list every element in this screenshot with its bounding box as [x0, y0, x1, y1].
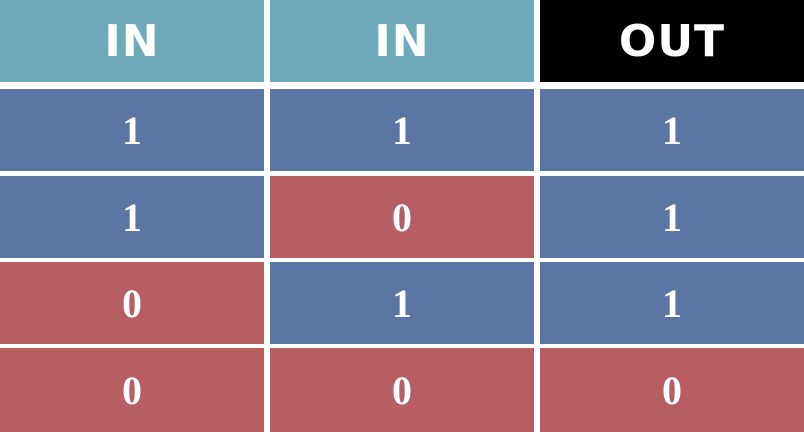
table-cell: 1	[540, 176, 804, 258]
table-cell: 0	[0, 348, 264, 432]
table-cell: 1	[270, 262, 534, 344]
table-cell: 1	[540, 89, 804, 171]
table-cell: 0	[270, 348, 534, 432]
header-cell-input-b: IN	[270, 0, 534, 82]
table-cell: 0	[0, 262, 264, 344]
table-cell: 0	[270, 176, 534, 258]
header-cell-output: OUT	[540, 0, 804, 82]
table-cell: 0	[540, 348, 804, 432]
header-cell-input-a: IN	[0, 0, 264, 82]
table-cell: 1	[0, 176, 264, 258]
table-cell: 1	[270, 89, 534, 171]
table-cell: 1	[0, 89, 264, 171]
table-cell: 1	[540, 262, 804, 344]
